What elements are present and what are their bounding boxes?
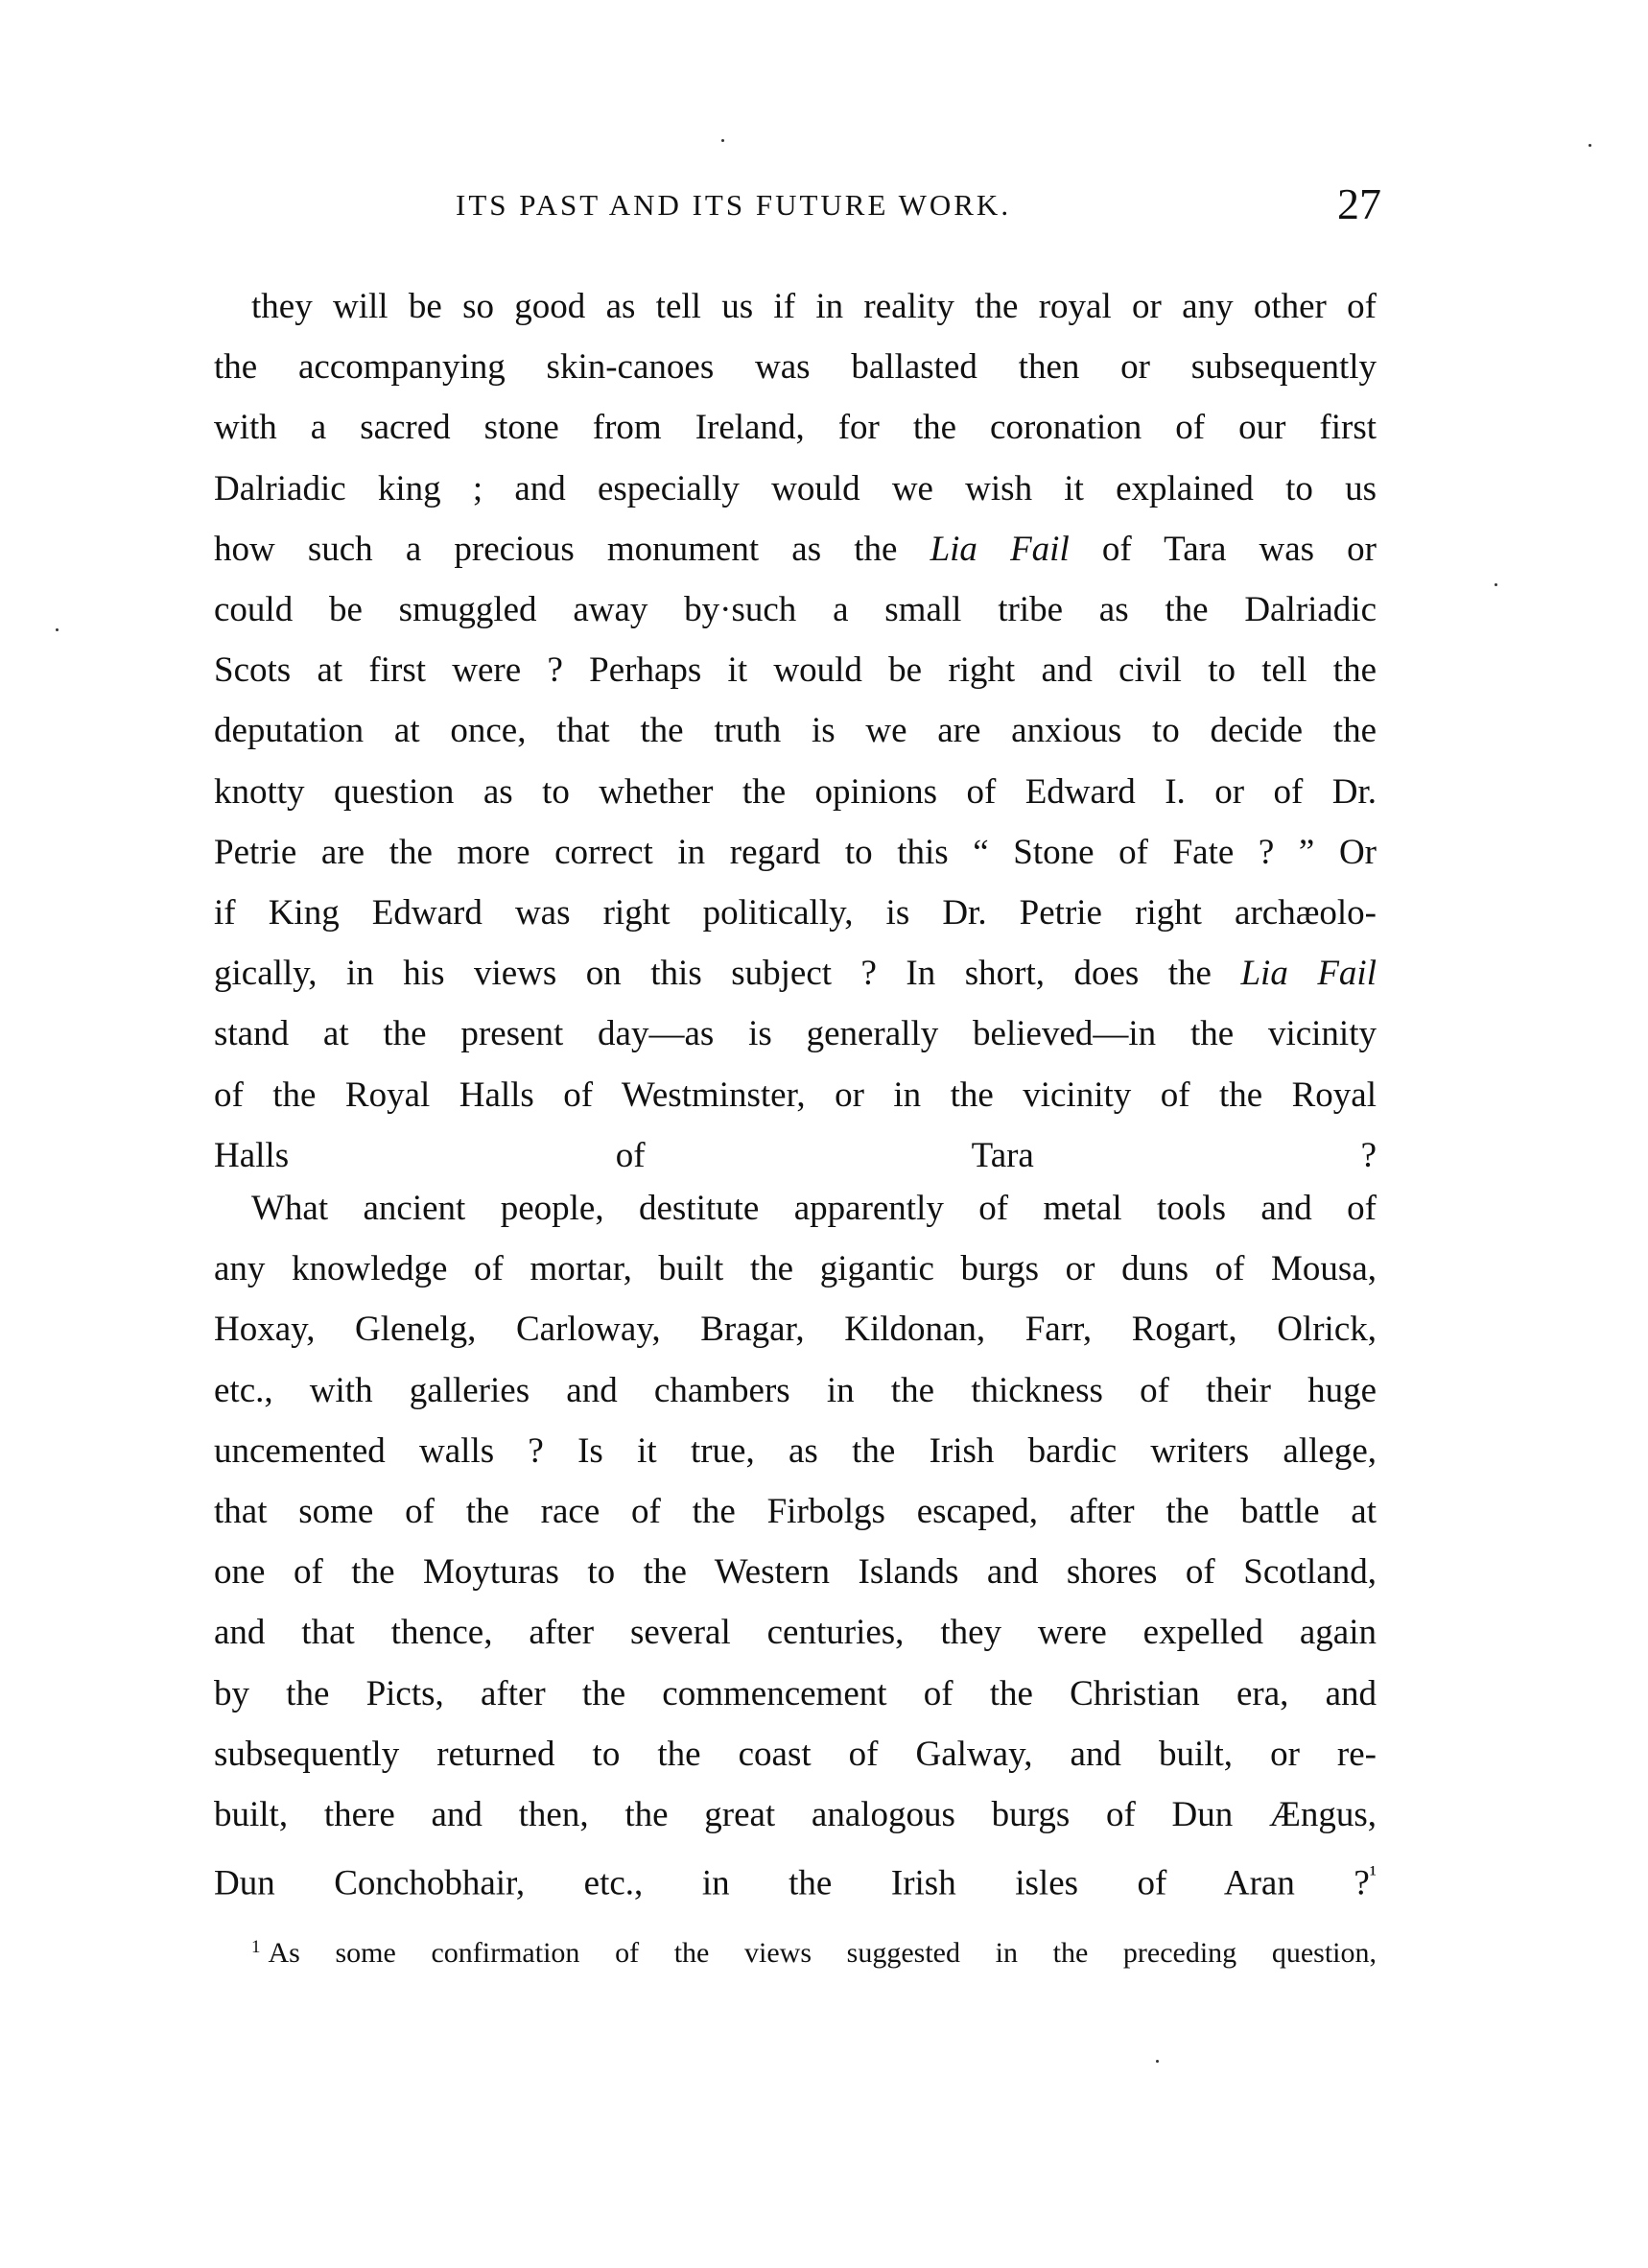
footnote-reference: ¹: [1369, 1862, 1377, 1888]
text-segment: by the Picts, after the commencement of the Christian era, and: [214, 1673, 1377, 1713]
text-line: [214, 1542, 1377, 1602]
text-segment: could be smuggled away by·such a small tribe as the Dalriadic: [214, 590, 1377, 629]
text-segment: they will be so good as tell us if in reality the royal or any other of: [251, 287, 1377, 326]
text-line: [214, 397, 1377, 458]
text-line: [214, 519, 1377, 579]
page-number: 27: [1337, 179, 1381, 228]
text-segment: Scots at first were ? Perhaps it would be right and civil to tell the: [214, 650, 1377, 691]
text-line: [251, 1178, 1377, 1239]
text-line: [214, 1239, 1377, 1299]
text-line: [214, 883, 1377, 943]
text-line: [214, 762, 1377, 822]
text-segment: any knowledge of mortar, built the gigantic burgs or duns of Mousa,: [214, 1249, 1377, 1289]
text-segment: Dalriadic king ; and especially would we wish it explained to us: [214, 468, 1377, 508]
footnote-marker: 1: [251, 1937, 261, 1957]
text-segment: Dun Conchobhair, etc., in the Irish isles of Aran ?: [214, 1863, 1370, 1903]
text-line: [214, 1784, 1377, 1845]
text-segment: built, there and then, the great analogous burgs of Dun Ængus,: [214, 1795, 1377, 1834]
scan-speck: [1156, 2060, 1159, 2063]
italic-text: Lia Fail: [930, 529, 1070, 569]
text-line: [214, 459, 1377, 519]
text-line: [214, 1125, 1377, 1186]
text-line: [214, 943, 1377, 1004]
text-segment: stand at the present day—as is generally believed—in the vicinity: [214, 1014, 1377, 1054]
text-segment: the accompanying skin-canoes was ballasted then or subsequently: [214, 347, 1377, 388]
text-line: [214, 1602, 1377, 1663]
text-line: [214, 640, 1377, 700]
text-line: [214, 1065, 1377, 1125]
text-segment: of the Royal Halls of Westminster, or in the vicinity of the Royal: [214, 1075, 1377, 1115]
text-line: [214, 700, 1377, 761]
text-segment: that some of the race of the Firbolgs escaped, after the battle at: [214, 1492, 1377, 1531]
running-head: ITS PAST AND ITS FUTURE WORK.: [456, 188, 1012, 222]
text-segment: subsequently returned to the coast of Galway, and built, or re-: [214, 1734, 1377, 1774]
text-line: [214, 1845, 1377, 1905]
text-segment: one of the Moyturas to the Western Islands and shores of Scotland,: [214, 1552, 1377, 1593]
text-line: [214, 1664, 1377, 1724]
scan-speck: [1589, 144, 1591, 147]
text-line: [214, 1004, 1377, 1064]
text-segment: deputation at once, that the truth is we are anxious to decide the: [214, 711, 1377, 751]
text-segment: What ancient people, destitute apparently of metal tools and of: [251, 1189, 1377, 1228]
text-segment: and that thence, after several centuries, they were expelled again: [214, 1613, 1377, 1653]
text-segment: uncemented walls ? Is it true, as the Irish bardic writers allege,: [214, 1430, 1377, 1471]
footnote-text: As some confirmation of the views suggested in the preceding question,: [268, 1937, 1377, 1969]
text-segment: Halls of Tara ?: [214, 1135, 1377, 1175]
text-segment: etc., with galleries and chambers in the thickness of their huge: [214, 1370, 1377, 1410]
text-line: [251, 276, 1377, 337]
text-line: [214, 1724, 1377, 1784]
text-line: [214, 337, 1377, 397]
text-segment: of Tara was or: [1069, 529, 1377, 569]
text-segment: gically, in his views on this subject ? In short, does the: [214, 954, 1241, 994]
text-line: [214, 1421, 1377, 1481]
text-line: [214, 1299, 1377, 1359]
italic-text: Lia Fail: [1240, 954, 1377, 994]
text-line: [214, 1360, 1377, 1421]
scan-speck: [1495, 583, 1497, 586]
text-segment: knotty question as to whether the opinions of Edward I. or of Dr.: [214, 771, 1377, 812]
footnote: [251, 1928, 1377, 1973]
text-line: [214, 822, 1377, 883]
text-segment: if King Edward was right politically, is Dr. Petrie right archæolo-: [214, 893, 1377, 933]
text-segment: how such a precious monument as the: [214, 529, 930, 569]
text-segment: with a sacred stone from Ireland, for the coronation of our first: [214, 408, 1377, 448]
text-segment: Hoxay, Glenelg, Carloway, Bragar, Kildonan, Farr, Rogart, Olrick,: [214, 1310, 1377, 1350]
scan-speck: [56, 628, 59, 631]
text-segment: Petrie are the more correct in regard to this “ Stone of Fate ? ” Or: [214, 832, 1377, 872]
scan-speck: [721, 139, 724, 142]
text-line: [214, 579, 1377, 640]
text-line: [214, 1481, 1377, 1542]
